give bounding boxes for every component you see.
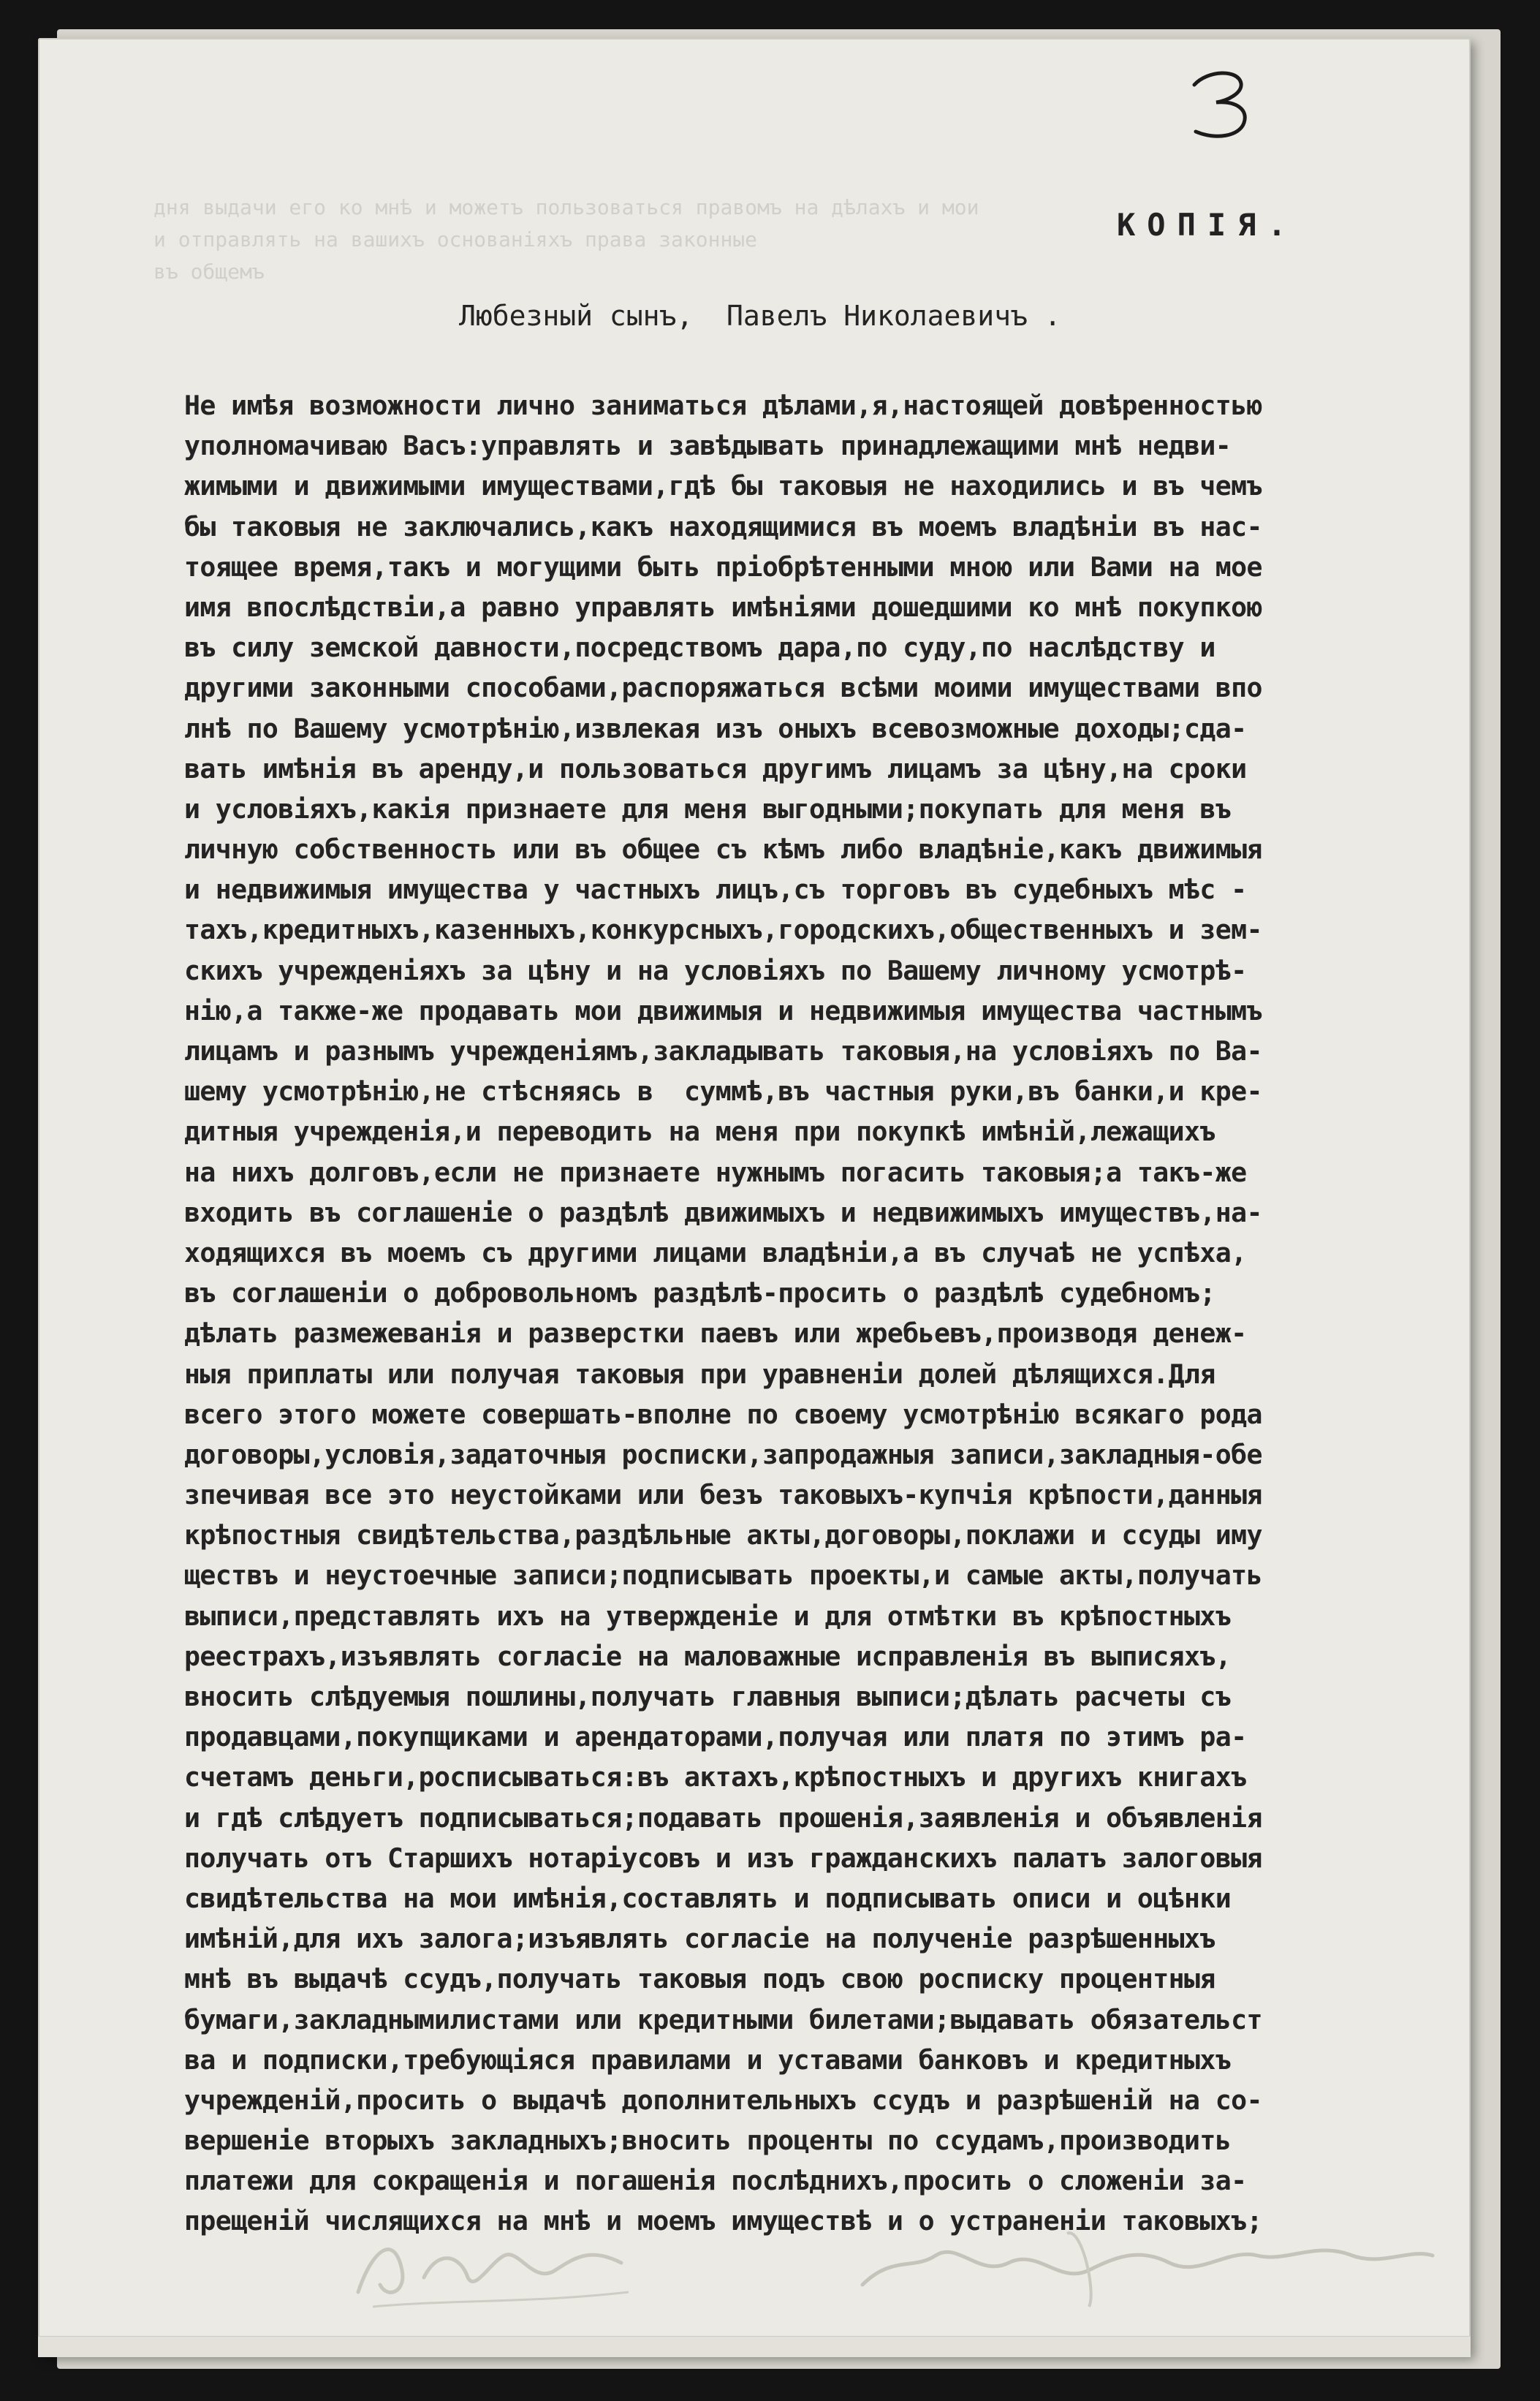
text-line: ныя приплаты или получая таковыя при уравненіи долей дѣлящихся.Для <box>184 1358 1215 1390</box>
text-line: прещеній числящихся на мнѣ и моемъ имуществѣ и о устраненіи таковыхъ; <box>184 2205 1262 2237</box>
text-line: и гдѣ слѣдуетъ подписываться;подавать прошенія,заявленія и объявленія <box>184 1801 1262 1834</box>
text-line: выписи,представлять ихъ на утвержденіе и для отмѣтки въ крѣпостныхъ <box>184 1600 1232 1632</box>
text-line: зпечивая все это неустойками или безъ таковыхъ-купчія крѣпости,данныя <box>184 1479 1262 1511</box>
text-line: ходящихся въ моемъ съ другими лицами владѣніи,а въ случаѣ не успѣха, <box>184 1236 1247 1268</box>
text-line: договоры,условія,задаточныя росписки,запродажныя записи,закладныя-обе <box>184 1438 1262 1470</box>
text-line: личную собственность или въ общее съ кѣмъ либо владѣніе,какъ движимыя <box>184 833 1262 866</box>
text-line: Не имѣя возможности лично заниматься дѣлами,я,настоящей довѣренностью <box>184 390 1262 421</box>
text-line: реестрахъ,изъявлять согласіе на маловажные исправленія въ выписяхъ, <box>184 1640 1232 1672</box>
text-line: шему усмотрѣнію,не стѣсняясь в суммѣ,въ частныя руки,въ банки,и кре- <box>184 1075 1262 1108</box>
text-line: имя впослѣдствіи,а равно управлять имѣніями дошедшими ко мнѣ покупкою <box>184 591 1262 623</box>
text-line: учрежденій,просить о выдачѣ дополнительныхъ ссудъ и разрѣшеній на со- <box>184 2084 1262 2116</box>
text-line: въ соглашеніи о добровольномъ раздѣлѣ-просить о раздѣлѣ судебномъ; <box>184 1277 1215 1309</box>
handwritten-page-number <box>1178 64 1273 145</box>
text-line: вать имѣнія въ аренду,и пользоваться другимъ лицамъ за цѣну,на сроки <box>184 752 1247 784</box>
text-line: свидѣтельства на мои имѣнія,составлять и подписывать описи и оцѣнки <box>184 1882 1232 1914</box>
text-line: получать отъ Старшихъ нотаріусовъ и изъ гражданскихъ палатъ залоговыя <box>184 1842 1262 1874</box>
page-bottom-edge <box>38 2336 1471 2357</box>
text-line: вершеніе вторыхъ закладныхъ;вносить проценты по ссудамъ,производить <box>184 2125 1232 2157</box>
text-line: нію,а также-же продавать мои движимыя и недвижимыя имущества частнымъ <box>184 994 1262 1026</box>
text-line: уполномачиваю Васъ:управлять и завѣдывать принадлежащими мнѣ недви- <box>184 430 1232 462</box>
text-line: всего этого можете совершать-вполне по своему усмотрѣнію всякаго рода <box>184 1398 1262 1430</box>
letter-body <box>184 385 1441 2242</box>
text-line: счетамъ деньги,росписываться:въ актахъ,крѣпостныхъ и другихъ книгахъ <box>184 1761 1247 1793</box>
text-line: платежи для сокращенія и погашенія послѣднихъ,просить о сложеніи за- <box>184 2165 1247 2197</box>
text-line: вносить слѣдуемыя пошлины,получать главныя выписи;дѣлать расчеты съ <box>184 1681 1232 1712</box>
text-line: тахъ,кредитныхъ,казенныхъ,конкурсныхъ,городскихъ,общественныхъ и зем- <box>184 914 1262 946</box>
document-title: КОПІЯ. <box>1117 207 1298 243</box>
text-line: ва и подписки,требующіяся правилами и уставами банковъ и кредитныхъ <box>184 2043 1232 2076</box>
text-line: лицамъ и разнымъ учрежденіямъ,закладывать таковыя,на условіяхъ по Ва- <box>184 1035 1262 1067</box>
text-line: тоящее время,такъ и могущими быть пріобрѣтенными мною или Вами на мое <box>184 551 1262 583</box>
text-line: мнѣ въ выдачѣ ссудъ,получать таковыя подъ свою росписку процентныя <box>184 1963 1215 1995</box>
text-line: крѣпостныя свидѣтельства,раздѣльные акты,договоры,поклажи и ссуды иму <box>184 1519 1262 1551</box>
text-line: бумаги,закладнымилистами или кредитными билетами;выдавать обязательст <box>184 2003 1262 2035</box>
text-line: и условіяхъ,какія признаете для меня выгодными;покупать для меня въ <box>184 793 1232 825</box>
text-line: и недвижимыя имущества у частныхъ лицъ,съ торговъ въ судебныхъ мѣс - <box>184 874 1247 906</box>
bleed-through-text: дня выдачи его ко мнѣ и можетъ пользоваться правомъ на дѣлахъ и мои и отправлять на вашихъ основаніяхъ права законные въ общемъ <box>153 195 979 284</box>
text-line: ществъ и неустоечные записи;подписывать проекты,и самые акты,получать <box>184 1559 1262 1592</box>
text-line: входить въ соглашеніе о раздѣлѣ движимыхъ и недвижимыхъ имуществъ,на- <box>184 1196 1262 1228</box>
text-line: бы таковыя не заключались,какъ находящимися въ моемъ владѣніи въ нас- <box>184 510 1262 542</box>
salutation: Любезный сынъ, Павелъ Николаевичъ . <box>459 300 1061 332</box>
text-line: дитныя учрежденія,и переводить на меня при покупкѣ имѣній,лежащихъ <box>184 1116 1215 1148</box>
text-line: дѣлать размежеванія и разверстки паевъ или жребьевъ,производя денеж- <box>184 1317 1247 1350</box>
text-line: лнѣ по Вашему усмотрѣнію,извлекая изъ оныхъ всевозможные доходы;сда- <box>184 712 1247 744</box>
text-line: въ силу земской давности,посредствомъ дара,по суду,по наслѣдству и <box>184 632 1215 664</box>
text-line: имѣній,для ихъ залога;изъявлять согласіе на полученіе разрѣшенныхъ <box>184 1923 1215 1955</box>
faint-signature-left <box>344 2204 650 2321</box>
text-line: скихъ учрежденіяхъ за цѣну и на условіяхъ по Вашему личному усмотрѣ- <box>184 954 1247 986</box>
text-line: на нихъ долговъ,если не признаете нужнымъ погасить таковыя;а такъ-же <box>184 1156 1247 1188</box>
text-line: жимыми и движимыми имуществами,гдѣ бы таковыя не находились и въ чемъ <box>184 470 1262 502</box>
faint-signature-right <box>848 2204 1447 2321</box>
text-line: продавцами,покупщиками и арендаторами,получая или платя по этимъ ра- <box>184 1721 1247 1753</box>
text-line: другими законными способами,распоряжаться всѣми моими имуществами впо <box>184 672 1262 704</box>
